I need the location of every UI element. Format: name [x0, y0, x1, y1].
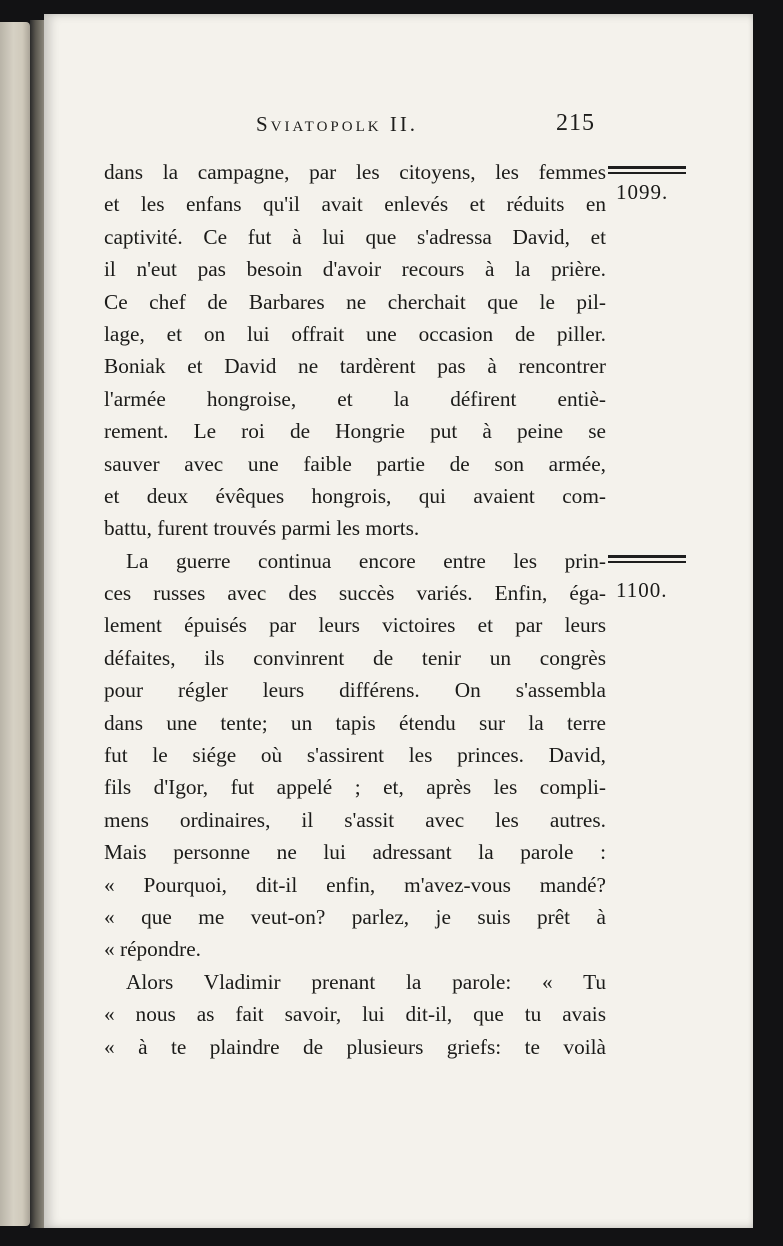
margin-rule-top-secondary [608, 172, 686, 174]
text-line: fils d'Igor, fut appelé ; et, après les compli- [104, 775, 606, 800]
text-line: dans une tente; un tapis étendu sur la terre [104, 710, 606, 735]
running-title: Sviatopolk II. [256, 112, 419, 136]
facing-page-edge [0, 22, 30, 1226]
text-line: dans la campagne, par les citoyens, les femmes [104, 160, 606, 184]
text-line: La guerre continua encore entre les prin- [126, 548, 606, 573]
text-line: sauver avec une faible partie de son armée, [104, 451, 606, 476]
text-line: captivité. Ce fut à lui que s'adressa David, et [104, 224, 606, 249]
text-line: défaites, ils convinrent de tenir un congrès [104, 645, 606, 670]
text-line: mens ordinaires, il s'assit avec les autres. [104, 807, 606, 832]
margin-year-1099: 1099. [616, 180, 669, 204]
text-line: Alors Vladimir prenant la parole: « Tu [126, 969, 606, 994]
body-text [104, 156, 606, 1063]
text-line: l'armée hongroise, et la défirent entiè- [104, 386, 606, 411]
text-line: « à te plaindre de plusieurs griefs: te voilà [104, 1034, 606, 1059]
text-line: lement épuisés par leurs victoires et par leurs [104, 613, 606, 638]
text-line: battu, furent trouvés parmi les morts. [104, 516, 420, 541]
page-number: 215 [556, 110, 595, 136]
text-line: rement. Le roi de Hongrie put à peine se [104, 419, 606, 444]
book-gutter [30, 20, 44, 1228]
margin-rule-middle-secondary [608, 561, 686, 563]
book-page [44, 14, 753, 1228]
text-line: « répondre. [104, 937, 201, 962]
text-line: et deux évêques hongrois, qui avaient com- [104, 483, 606, 508]
text-line: « que me veut-on? parlez, je suis prêt à [104, 904, 606, 929]
text-line: fut le siége où s'assirent les princes. David, [104, 743, 606, 768]
text-line: il n'eut pas besoin d'avoir recours à la prière. [104, 257, 606, 282]
text-line: Ce chef de Barbares ne cherchait que le pil- [104, 289, 606, 314]
text-line: Mais personne ne lui adressant la parole : [104, 840, 606, 865]
text-line: « Pourquoi, dit-il enfin, m'avez-vous mandé? [104, 872, 606, 897]
margin-year-1100: 1100. [616, 578, 668, 602]
page-header [44, 112, 753, 146]
text-line: pour régler leurs différens. On s'assembla [104, 678, 606, 703]
text-line: lage, et on lui offrait une occasion de piller. [104, 321, 606, 346]
text-line: et les enfans qu'il avait enlevés et réduits en [104, 192, 606, 217]
text-line: Boniak et David ne tardèrent pas à rencontrer [104, 354, 606, 379]
margin-rule-top [608, 166, 686, 169]
margin-rule-middle [608, 555, 686, 558]
text-line: ces russes avec des succès variés. Enfin, éga- [104, 581, 606, 606]
text-line: « nous as fait savoir, lui dit-il, que tu avais [104, 1002, 606, 1027]
